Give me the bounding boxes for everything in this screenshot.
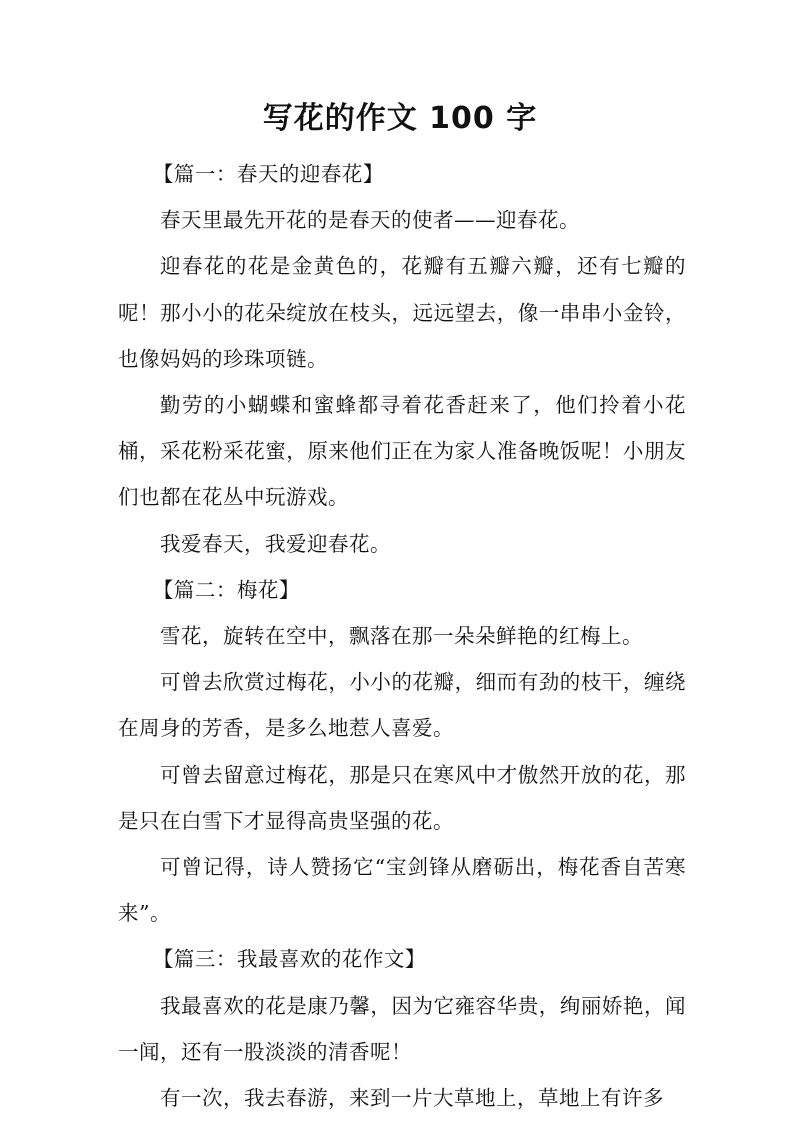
- section-heading: 【篇一：春天的迎春花】: [152, 162, 384, 186]
- section-heading: 【篇三：我最喜欢的花作文】: [152, 947, 426, 972]
- section-heading: 【篇二：梅花】: [152, 577, 300, 602]
- paragraph: 可曾去欣赏过梅花，小小的花瓣，细而有劲的枝干，缠绕在周身的芳香，是多么地惹人喜爱。: [118, 670, 686, 741]
- paragraph: 勤劳的小蝴蝶和蜜蜂都寻着花香赶来了，他们拎着小花桶，采花粉采花蜜，原来他们正在为家人准备晚饭呢！小朋友们也都在花丛中玩游戏。: [118, 393, 686, 510]
- paragraph: 我最喜欢的花是康乃馨，因为它雍容华贵，绚丽娇艳，闻一闻，还有一股淡淡的清香呢！: [118, 993, 686, 1064]
- document-title: 写花的作文 100 字: [262, 101, 538, 136]
- paragraph: 可曾记得，诗人赞扬它“宝剑锋从磨砺出，梅花香自苦寒来”。: [118, 855, 686, 926]
- paragraph: 迎春花的花是金黄色的，花瓣有五瓣六瓣，还有七瓣的呢！那小小的花朵绽放在枝头，远远望去，像一串串小金铃，也像妈妈的珍珠项链。: [118, 254, 686, 371]
- document-body: [118, 151, 686, 1121]
- paragraph: 我爱春天，我爱迎春花。: [160, 531, 392, 556]
- paragraph: 春天里最先开花的是春天的使者——迎春花。: [160, 208, 581, 233]
- paragraph: 雪花，旋转在空中，飘落在那一朵朵鲜艳的红梅上。: [160, 624, 644, 649]
- paragraph: 可曾去留意过梅花，那是只在寒风中才傲然开放的花，那是只在白雪下才显得高贵坚强的花。: [118, 762, 686, 833]
- paragraph: 有一次，我去春游，来到一片大草地上，草地上有许多: [160, 1086, 665, 1111]
